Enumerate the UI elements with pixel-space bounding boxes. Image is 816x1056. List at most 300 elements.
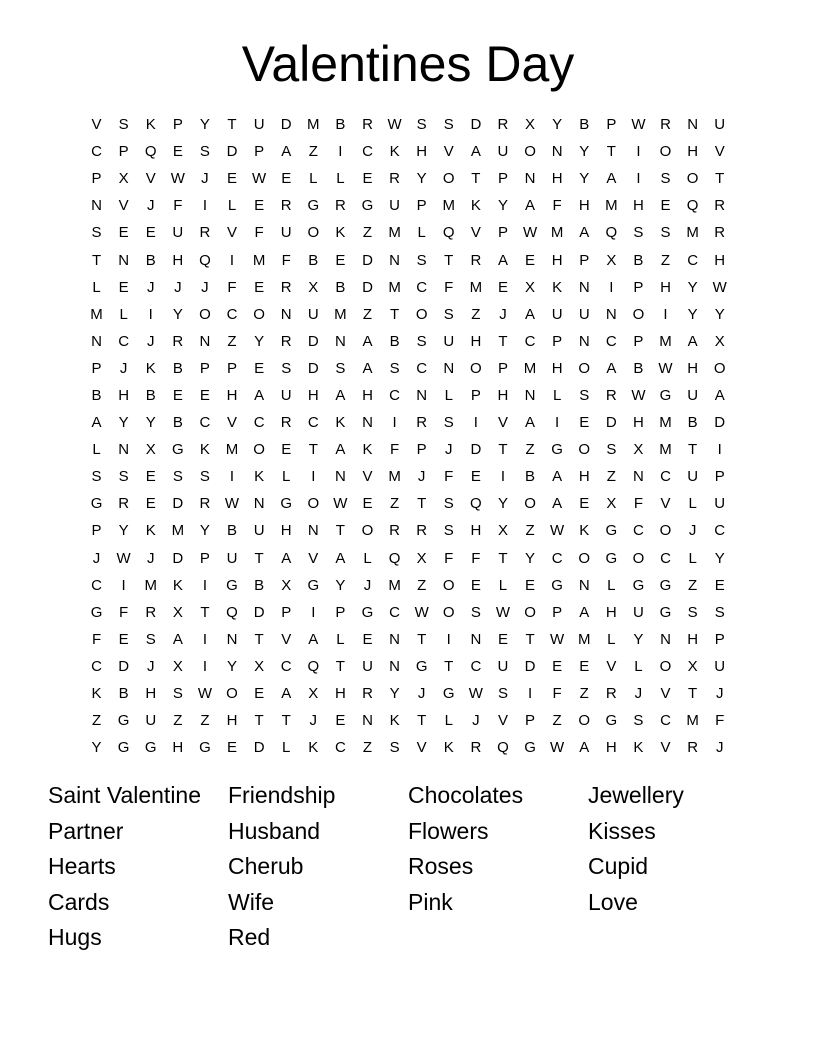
grid-letter[interactable]: A bbox=[525, 197, 536, 215]
grid-letter[interactable]: A bbox=[335, 441, 346, 459]
grid-letter[interactable]: C bbox=[199, 414, 211, 432]
grid-letter[interactable]: N bbox=[118, 251, 130, 269]
grid-letter[interactable]: T bbox=[254, 549, 264, 567]
grid-letter[interactable]: J bbox=[363, 576, 372, 594]
grid-letter[interactable]: N bbox=[91, 197, 102, 215]
grid-letter[interactable]: T bbox=[308, 441, 318, 459]
grid-letter[interactable]: W bbox=[170, 170, 185, 188]
grid-letter[interactable]: M bbox=[550, 224, 564, 242]
grid-letter[interactable]: S bbox=[118, 116, 129, 134]
grid-letter[interactable]: G bbox=[659, 576, 672, 594]
grid-letter[interactable]: O bbox=[442, 170, 455, 188]
grid-letter[interactable]: Z bbox=[362, 305, 373, 323]
grid-letter[interactable]: V bbox=[91, 116, 102, 134]
grid-letter[interactable]: L bbox=[282, 468, 291, 486]
grid-letter[interactable]: O bbox=[578, 441, 591, 459]
grid-letter[interactable]: K bbox=[254, 468, 265, 486]
grid-letter[interactable]: S bbox=[443, 414, 454, 432]
grid-letter[interactable]: H bbox=[470, 522, 482, 540]
grid-letter[interactable]: E bbox=[118, 224, 129, 242]
grid-letter[interactable]: Z bbox=[173, 712, 183, 730]
grid-letter[interactable]: K bbox=[552, 278, 563, 296]
grid-letter[interactable]: I bbox=[202, 657, 207, 675]
grid-letter[interactable]: Q bbox=[388, 549, 401, 567]
grid-letter[interactable]: S bbox=[416, 251, 427, 269]
grid-letter[interactable]: S bbox=[416, 332, 427, 350]
grid-letter[interactable]: X bbox=[172, 603, 183, 621]
grid-letter[interactable]: G bbox=[117, 739, 130, 757]
grid-letter[interactable]: G bbox=[171, 441, 184, 459]
grid-letter[interactable]: A bbox=[525, 414, 536, 432]
grid-letter[interactable]: P bbox=[118, 143, 129, 161]
grid-letter[interactable]: B bbox=[389, 332, 400, 350]
grid-letter[interactable]: K bbox=[145, 522, 156, 540]
grid-letter[interactable]: V bbox=[362, 468, 373, 486]
grid-letter[interactable]: A bbox=[579, 224, 590, 242]
grid-letter[interactable]: Q bbox=[470, 495, 482, 513]
grid-letter[interactable]: H bbox=[470, 332, 482, 350]
grid-letter[interactable]: A bbox=[552, 468, 563, 486]
grid-letter[interactable]: T bbox=[498, 441, 508, 459]
grid-letter[interactable]: H bbox=[605, 603, 617, 621]
grid-letter[interactable]: A bbox=[606, 359, 617, 377]
grid-letter[interactable]: S bbox=[579, 386, 590, 404]
grid-letter[interactable]: B bbox=[254, 576, 265, 594]
grid-letter[interactable]: D bbox=[362, 278, 373, 296]
grid-letter[interactable]: G bbox=[551, 576, 563, 594]
grid-letter[interactable]: I bbox=[202, 197, 207, 215]
grid-letter[interactable]: F bbox=[444, 468, 454, 486]
grid-letter[interactable]: H bbox=[687, 630, 699, 648]
grid-letter[interactable]: Y bbox=[687, 305, 698, 323]
grid-letter[interactable]: Q bbox=[144, 143, 157, 161]
grid-letter[interactable]: M bbox=[605, 197, 618, 215]
grid-letter[interactable]: M bbox=[686, 224, 699, 242]
grid-letter[interactable]: A bbox=[281, 685, 292, 703]
grid-letter[interactable]: M bbox=[388, 576, 401, 594]
grid-letter[interactable]: V bbox=[118, 197, 129, 215]
grid-letter[interactable]: T bbox=[444, 657, 454, 675]
grid-letter[interactable]: T bbox=[525, 630, 535, 648]
grid-letter[interactable]: V bbox=[470, 224, 481, 242]
grid-letter[interactable]: I bbox=[446, 630, 451, 648]
grid-letter[interactable]: P bbox=[416, 197, 427, 215]
grid-letter[interactable]: P bbox=[633, 278, 644, 296]
grid-letter[interactable]: B bbox=[633, 359, 644, 377]
grid-letter[interactable]: N bbox=[280, 305, 292, 323]
grid-letter[interactable]: T bbox=[715, 170, 725, 188]
grid-letter[interactable]: I bbox=[121, 576, 126, 594]
grid-letter[interactable]: E bbox=[525, 251, 536, 269]
grid-letter[interactable]: Y bbox=[118, 414, 129, 432]
grid-letter[interactable]: E bbox=[335, 251, 346, 269]
grid-letter[interactable]: U bbox=[253, 522, 265, 540]
grid-letter[interactable]: F bbox=[471, 549, 481, 567]
grid-letter[interactable]: H bbox=[280, 522, 292, 540]
grid-letter[interactable]: W bbox=[252, 170, 267, 188]
grid-letter[interactable]: J bbox=[309, 712, 318, 730]
grid-letter[interactable]: K bbox=[91, 685, 102, 703]
grid-letter[interactable]: E bbox=[579, 657, 590, 675]
grid-letter[interactable]: R bbox=[714, 224, 726, 242]
grid-letter[interactable]: U bbox=[714, 495, 726, 513]
grid-letter[interactable]: O bbox=[470, 359, 482, 377]
grid-letter[interactable]: C bbox=[91, 576, 102, 594]
grid-letter[interactable]: E bbox=[714, 576, 725, 594]
grid-letter[interactable]: N bbox=[660, 630, 671, 648]
grid-letter[interactable]: D bbox=[226, 143, 238, 161]
grid-letter[interactable]: L bbox=[688, 495, 697, 513]
grid-letter[interactable]: E bbox=[497, 278, 508, 296]
grid-letter[interactable]: V bbox=[660, 739, 671, 757]
grid-letter[interactable]: E bbox=[552, 657, 563, 675]
grid-letter[interactable]: G bbox=[90, 603, 103, 621]
grid-letter[interactable]: Z bbox=[525, 522, 535, 540]
grid-letter[interactable]: L bbox=[363, 549, 372, 567]
grid-letter[interactable]: E bbox=[362, 170, 373, 188]
grid-letter[interactable]: M bbox=[442, 197, 456, 215]
grid-letter[interactable]: I bbox=[148, 305, 153, 323]
grid-letter[interactable]: S bbox=[145, 630, 156, 648]
grid-letter[interactable]: Z bbox=[606, 468, 616, 486]
grid-letter[interactable]: E bbox=[579, 495, 590, 513]
grid-letter[interactable]: W bbox=[631, 116, 646, 134]
grid-letter[interactable]: F bbox=[227, 278, 237, 296]
grid-letter[interactable]: L bbox=[688, 549, 697, 567]
grid-letter[interactable]: M bbox=[469, 278, 483, 296]
grid-letter[interactable]: L bbox=[444, 712, 453, 730]
grid-letter[interactable]: Y bbox=[633, 630, 644, 648]
grid-letter[interactable]: Y bbox=[579, 143, 590, 161]
grid-letter[interactable]: V bbox=[145, 170, 156, 188]
grid-letter[interactable]: S bbox=[497, 685, 508, 703]
grid-letter[interactable]: M bbox=[388, 468, 401, 486]
grid-letter[interactable]: P bbox=[227, 359, 238, 377]
grid-letter[interactable]: R bbox=[605, 685, 617, 703]
grid-letter[interactable]: K bbox=[308, 739, 319, 757]
grid-letter[interactable]: I bbox=[609, 278, 614, 296]
grid-letter[interactable]: E bbox=[470, 576, 481, 594]
grid-letter[interactable]: F bbox=[281, 251, 291, 269]
grid-letter[interactable]: A bbox=[281, 549, 292, 567]
grid-letter[interactable]: K bbox=[389, 143, 400, 161]
grid-letter[interactable]: P bbox=[335, 603, 346, 621]
grid-letter[interactable]: I bbox=[717, 441, 722, 459]
grid-letter[interactable]: Z bbox=[362, 224, 373, 242]
grid-letter[interactable]: N bbox=[362, 712, 373, 730]
grid-letter[interactable]: R bbox=[118, 495, 130, 513]
grid-letter[interactable]: P bbox=[199, 549, 210, 567]
grid-letter[interactable]: U bbox=[497, 143, 509, 161]
grid-letter[interactable]: U bbox=[687, 386, 699, 404]
grid-letter[interactable]: E bbox=[362, 495, 373, 513]
grid-letter[interactable]: R bbox=[280, 197, 292, 215]
grid-letter[interactable]: C bbox=[280, 657, 292, 675]
grid-letter[interactable]: P bbox=[416, 441, 427, 459]
grid-letter[interactable]: P bbox=[254, 143, 265, 161]
grid-letter[interactable]: N bbox=[253, 495, 265, 513]
grid-letter[interactable]: N bbox=[551, 143, 563, 161]
grid-letter[interactable]: R bbox=[389, 170, 400, 188]
grid-letter[interactable]: J bbox=[472, 712, 480, 730]
grid-letter[interactable]: U bbox=[172, 224, 184, 242]
grid-letter[interactable]: M bbox=[171, 522, 185, 540]
grid-letter[interactable]: N bbox=[524, 386, 536, 404]
grid-letter[interactable]: S bbox=[118, 468, 129, 486]
grid-letter[interactable]: P bbox=[497, 224, 508, 242]
grid-letter[interactable]: Z bbox=[688, 576, 698, 594]
grid-letter[interactable]: N bbox=[443, 359, 455, 377]
grid-letter[interactable]: Q bbox=[226, 603, 238, 621]
grid-letter[interactable]: L bbox=[417, 224, 426, 242]
grid-letter[interactable]: X bbox=[525, 116, 536, 134]
grid-letter[interactable]: P bbox=[714, 630, 725, 648]
grid-letter[interactable]: E bbox=[118, 278, 129, 296]
grid-letter[interactable]: O bbox=[578, 712, 591, 730]
grid-letter[interactable]: Y bbox=[579, 170, 590, 188]
grid-letter[interactable]: H bbox=[551, 359, 563, 377]
grid-letter[interactable]: G bbox=[605, 712, 618, 730]
grid-letter[interactable]: Z bbox=[525, 441, 535, 459]
grid-letter[interactable]: J bbox=[417, 685, 426, 703]
grid-letter[interactable]: T bbox=[335, 657, 345, 675]
grid-letter[interactable]: B bbox=[118, 685, 129, 703]
grid-letter[interactable]: K bbox=[443, 739, 454, 757]
grid-letter[interactable]: H bbox=[416, 143, 428, 161]
grid-letter[interactable]: J bbox=[146, 549, 155, 567]
grid-letter[interactable]: B bbox=[308, 251, 319, 269]
grid-letter[interactable]: C bbox=[334, 739, 346, 757]
grid-letter[interactable]: Y bbox=[389, 685, 400, 703]
grid-letter[interactable]: T bbox=[498, 332, 508, 350]
grid-letter[interactable]: S bbox=[91, 224, 102, 242]
grid-letter[interactable]: K bbox=[470, 197, 481, 215]
grid-letter[interactable]: H bbox=[362, 386, 373, 404]
grid-letter[interactable]: W bbox=[522, 224, 538, 242]
grid-letter[interactable]: B bbox=[579, 116, 590, 134]
grid-letter[interactable]: C bbox=[226, 305, 238, 323]
grid-letter[interactable]: C bbox=[660, 468, 671, 486]
grid-letter[interactable]: A bbox=[172, 630, 183, 648]
grid-letter[interactable]: U bbox=[307, 305, 319, 323]
grid-letter[interactable]: L bbox=[336, 170, 345, 188]
grid-letter[interactable]: L bbox=[444, 386, 453, 404]
grid-letter[interactable]: H bbox=[307, 386, 319, 404]
grid-letter[interactable]: Y bbox=[497, 197, 508, 215]
grid-letter[interactable]: L bbox=[607, 630, 616, 648]
grid-letter[interactable]: X bbox=[497, 522, 508, 540]
grid-letter[interactable]: S bbox=[443, 305, 454, 323]
grid-letter[interactable]: R bbox=[280, 278, 292, 296]
grid-letter[interactable]: V bbox=[497, 414, 508, 432]
grid-letter[interactable]: G bbox=[361, 603, 374, 621]
grid-letter[interactable]: E bbox=[470, 468, 481, 486]
grid-letter[interactable]: F bbox=[552, 197, 562, 215]
grid-letter[interactable]: E bbox=[497, 630, 508, 648]
grid-letter[interactable]: M bbox=[686, 712, 699, 730]
grid-letter[interactable]: J bbox=[201, 170, 209, 188]
grid-letter[interactable]: P bbox=[91, 170, 102, 188]
grid-letter[interactable]: N bbox=[334, 468, 346, 486]
grid-letter[interactable]: T bbox=[389, 305, 400, 323]
grid-letter[interactable]: B bbox=[172, 414, 183, 432]
grid-letter[interactable]: J bbox=[715, 739, 724, 757]
grid-letter[interactable]: K bbox=[335, 414, 346, 432]
grid-letter[interactable]: N bbox=[687, 116, 699, 134]
grid-letter[interactable]: K bbox=[145, 116, 156, 134]
grid-letter[interactable]: A bbox=[254, 386, 265, 404]
grid-letter[interactable]: X bbox=[281, 576, 292, 594]
grid-letter[interactable]: O bbox=[307, 224, 320, 242]
grid-letter[interactable]: P bbox=[91, 522, 102, 540]
grid-letter[interactable]: E bbox=[254, 278, 265, 296]
grid-letter[interactable]: S bbox=[172, 685, 183, 703]
grid-letter[interactable]: L bbox=[282, 739, 291, 757]
grid-letter[interactable]: Q bbox=[497, 739, 509, 757]
grid-letter[interactable]: J bbox=[499, 305, 507, 323]
grid-letter[interactable]: C bbox=[470, 657, 482, 675]
grid-letter[interactable]: E bbox=[335, 712, 346, 730]
grid-letter[interactable]: J bbox=[92, 549, 101, 567]
grid-letter[interactable]: G bbox=[659, 603, 672, 621]
grid-letter[interactable]: A bbox=[91, 414, 102, 432]
grid-letter[interactable]: R bbox=[334, 197, 346, 215]
grid-letter[interactable]: G bbox=[551, 441, 563, 459]
grid-letter[interactable]: E bbox=[254, 359, 265, 377]
grid-letter[interactable]: Q bbox=[442, 224, 455, 242]
grid-letter[interactable]: J bbox=[715, 685, 724, 703]
grid-letter[interactable]: W bbox=[387, 116, 402, 134]
grid-letter[interactable]: L bbox=[607, 576, 616, 594]
grid-letter[interactable]: Y bbox=[335, 576, 346, 594]
grid-letter[interactable]: W bbox=[712, 278, 727, 296]
grid-letter[interactable]: S bbox=[443, 522, 454, 540]
grid-letter[interactable]: W bbox=[468, 685, 483, 703]
grid-letter[interactable]: S bbox=[335, 359, 346, 377]
grid-letter[interactable]: K bbox=[335, 224, 346, 242]
grid-letter[interactable]: Q bbox=[307, 657, 320, 675]
grid-letter[interactable]: O bbox=[415, 305, 428, 323]
grid-letter[interactable]: H bbox=[687, 143, 699, 161]
grid-letter[interactable]: G bbox=[144, 739, 157, 757]
grid-letter[interactable]: H bbox=[714, 251, 726, 269]
grid-letter[interactable]: K bbox=[172, 576, 183, 594]
grid-letter[interactable]: P bbox=[525, 712, 536, 730]
grid-letter[interactable]: Y bbox=[199, 116, 210, 134]
grid-letter[interactable]: E bbox=[579, 414, 590, 432]
grid-letter[interactable]: T bbox=[688, 685, 698, 703]
grid-letter[interactable]: N bbox=[118, 441, 130, 459]
grid-letter[interactable]: E bbox=[227, 170, 238, 188]
grid-letter[interactable]: R bbox=[470, 251, 482, 269]
grid-letter[interactable]: V bbox=[443, 143, 454, 161]
grid-letter[interactable]: F bbox=[552, 685, 562, 703]
grid-letter[interactable]: E bbox=[227, 739, 238, 757]
grid-letter[interactable]: M bbox=[144, 576, 157, 594]
grid-letter[interactable]: E bbox=[254, 197, 265, 215]
grid-letter[interactable]: N bbox=[470, 630, 482, 648]
grid-letter[interactable]: T bbox=[417, 495, 427, 513]
grid-letter[interactable]: W bbox=[550, 522, 565, 540]
grid-letter[interactable]: X bbox=[714, 332, 725, 350]
grid-letter[interactable]: K bbox=[389, 712, 400, 730]
grid-letter[interactable]: G bbox=[90, 495, 103, 513]
grid-letter[interactable]: B bbox=[172, 359, 183, 377]
grid-letter[interactable]: X bbox=[118, 170, 129, 188]
grid-letter[interactable]: I bbox=[229, 251, 235, 269]
grid-letter[interactable]: E bbox=[172, 143, 183, 161]
grid-letter[interactable]: S bbox=[443, 495, 454, 513]
grid-letter[interactable]: Z bbox=[91, 712, 102, 730]
grid-letter[interactable]: T bbox=[444, 251, 454, 269]
grid-letter[interactable]: D bbox=[307, 359, 319, 377]
grid-letter[interactable]: U bbox=[714, 657, 726, 675]
grid-letter[interactable]: L bbox=[92, 278, 101, 296]
grid-letter[interactable]: J bbox=[146, 657, 155, 675]
grid-letter[interactable]: C bbox=[551, 549, 563, 567]
grid-letter[interactable]: F bbox=[444, 549, 454, 567]
grid-letter[interactable]: O bbox=[442, 576, 455, 594]
grid-letter[interactable]: A bbox=[606, 170, 617, 188]
grid-letter[interactable]: W bbox=[333, 495, 348, 513]
grid-letter[interactable]: N bbox=[334, 332, 346, 350]
grid-letter[interactable]: J bbox=[146, 197, 155, 215]
grid-letter[interactable]: C bbox=[633, 522, 644, 540]
grid-letter[interactable]: T bbox=[498, 549, 508, 567]
grid-letter[interactable]: V bbox=[497, 712, 508, 730]
grid-letter[interactable]: H bbox=[633, 197, 644, 215]
grid-letter[interactable]: Y bbox=[714, 305, 725, 323]
grid-letter[interactable]: I bbox=[392, 414, 397, 432]
grid-letter[interactable]: X bbox=[308, 278, 319, 296]
grid-letter[interactable]: S bbox=[91, 468, 102, 486]
grid-letter[interactable]: Z bbox=[660, 251, 671, 269]
grid-letter[interactable]: J bbox=[146, 332, 155, 350]
grid-letter[interactable]: C bbox=[524, 332, 536, 350]
grid-letter[interactable]: U bbox=[145, 712, 157, 730]
grid-letter[interactable]: U bbox=[226, 549, 238, 567]
grid-letter[interactable]: C bbox=[118, 332, 130, 350]
grid-letter[interactable]: B bbox=[227, 522, 238, 540]
grid-letter[interactable]: Y bbox=[118, 522, 129, 540]
grid-letter[interactable]: R bbox=[172, 332, 184, 350]
grid-letter[interactable]: P bbox=[633, 332, 644, 350]
grid-letter[interactable]: U bbox=[362, 657, 373, 675]
grid-letter[interactable]: X bbox=[172, 657, 183, 675]
grid-letter[interactable]: C bbox=[660, 712, 671, 730]
grid-letter[interactable]: L bbox=[227, 197, 237, 215]
grid-letter[interactable]: V bbox=[227, 414, 238, 432]
grid-letter[interactable]: T bbox=[254, 712, 264, 730]
grid-letter[interactable]: S bbox=[660, 170, 671, 188]
grid-letter[interactable]: G bbox=[605, 549, 618, 567]
grid-letter[interactable]: M bbox=[388, 224, 401, 242]
grid-letter[interactable]: D bbox=[118, 657, 130, 675]
grid-letter[interactable]: R bbox=[416, 522, 428, 540]
grid-letter[interactable]: N bbox=[389, 630, 400, 648]
grid-letter[interactable]: H bbox=[660, 278, 671, 296]
grid-letter[interactable]: P bbox=[579, 251, 590, 269]
grid-letter[interactable]: M bbox=[252, 251, 266, 269]
grid-letter[interactable]: N bbox=[524, 170, 536, 188]
grid-letter[interactable]: M bbox=[659, 441, 672, 459]
grid-letter[interactable]: S bbox=[281, 359, 292, 377]
grid-letter[interactable]: K bbox=[145, 359, 156, 377]
grid-letter[interactable]: X bbox=[416, 549, 427, 567]
grid-letter[interactable]: B bbox=[687, 414, 698, 432]
grid-letter[interactable]: T bbox=[91, 251, 102, 269]
grid-letter[interactable]: X bbox=[525, 278, 536, 296]
